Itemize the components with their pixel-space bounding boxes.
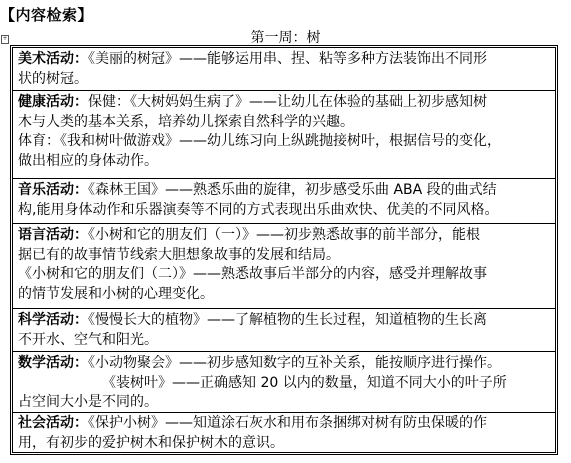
table-line bbox=[18, 226, 549, 246]
activity-label-math: 数学活动： bbox=[18, 355, 88, 371]
activity-text: 《保护小树》——知道涂石灰水和用布条捆绑对树有防虫保暖的作 bbox=[88, 415, 487, 431]
row-math bbox=[13, 352, 555, 413]
table-line bbox=[18, 50, 549, 70]
table-line bbox=[18, 132, 549, 152]
activity-text: 据已有的故事情节线索大胆想象故事的发展和结局。 bbox=[18, 246, 340, 263]
activity-text: 《小树和它的朋友们（一）》——初步熟悉故事的前半部分，能根 bbox=[88, 227, 480, 243]
table-line bbox=[18, 93, 549, 113]
table-anchor-icon[interactable]: + bbox=[2, 35, 8, 42]
activity-text: 《慢慢长大的植物》——了解植物的生长过程，知道植物的生长离 bbox=[88, 312, 487, 328]
table-line bbox=[18, 285, 549, 305]
activity-label-music: 音乐活动： bbox=[18, 182, 88, 198]
table-line bbox=[18, 246, 549, 266]
activity-label-health: 健康活动： bbox=[18, 94, 88, 110]
activity-label-language: 语言活动： bbox=[18, 227, 88, 243]
activity-text: 体育：《我和树叶做游戏》——幼儿练习向上纵跳抛接树叶，根据信号的变化， bbox=[18, 133, 501, 149]
table-line bbox=[18, 393, 549, 413]
activity-text: 《森林王国》——熟悉乐曲的旋律，初步感受乐曲 ABA 段的曲式结 bbox=[88, 182, 497, 198]
activity-label-science: 科学活动： bbox=[18, 312, 88, 328]
activity-text: 的情节发展和小树的心理变化。 bbox=[18, 285, 214, 302]
activity-text: 《小树和它的朋友们（二）》——熟悉故事后半部分的内容，感受并理解故事 bbox=[18, 266, 487, 282]
table-line bbox=[18, 113, 549, 133]
table-line bbox=[18, 201, 549, 221]
row-language bbox=[13, 224, 555, 309]
activity-text: 木与人类的基本关系，培养幼儿探索自然科学的兴趣。 bbox=[18, 113, 354, 130]
section-heading: 【内容检索】 bbox=[0, 6, 94, 24]
row-music bbox=[13, 179, 555, 224]
activity-table bbox=[10, 45, 558, 455]
row-social bbox=[13, 413, 555, 452]
table-line bbox=[18, 70, 549, 90]
activity-text: 不开水、空气和阳光。 bbox=[18, 331, 158, 348]
activity-text: 《美丽的树冠》——能够运用串、捏、粘等多种方法装饰出不同形 bbox=[88, 51, 487, 67]
table-line bbox=[18, 152, 549, 172]
row-health bbox=[13, 91, 555, 179]
table-line bbox=[18, 181, 549, 201]
table-line bbox=[18, 311, 549, 331]
activity-text: 做出相应的身体动作。 bbox=[18, 152, 158, 169]
row-science bbox=[13, 309, 555, 352]
activity-text: 占空间大小是不同的。 bbox=[18, 394, 158, 410]
table-line bbox=[18, 434, 549, 453]
activity-text: 《装树叶》——正确感知 20 以内的数量，知道不同大小的叶子所 bbox=[102, 374, 507, 391]
table-line bbox=[18, 265, 549, 285]
table-line bbox=[18, 374, 549, 394]
activity-text: 用，有初步的爱护树木和保护树木的意识。 bbox=[18, 434, 284, 451]
table-line bbox=[18, 331, 549, 351]
activity-text: 《小动物聚会》——初步感知数字的互补关系，能按顺序进行操作。 bbox=[88, 355, 501, 371]
row-art bbox=[13, 48, 555, 91]
activity-text: 状的树冠。 bbox=[18, 70, 88, 87]
table-line bbox=[18, 354, 549, 374]
activity-label-art: 美术活动： bbox=[18, 51, 88, 67]
activity-label-social: 社会活动： bbox=[18, 415, 88, 431]
activity-text: 保健：《大树妈妈生病了》——让幼儿在体验的基础上初步感知树 bbox=[88, 94, 487, 110]
table-line bbox=[18, 414, 549, 434]
activity-text: 构,能用身体动作和乐器演奏等不同的方式表现出乐曲欢快、优美的不同风格。 bbox=[18, 201, 499, 218]
week-title: 第一周：树 bbox=[250, 30, 321, 46]
